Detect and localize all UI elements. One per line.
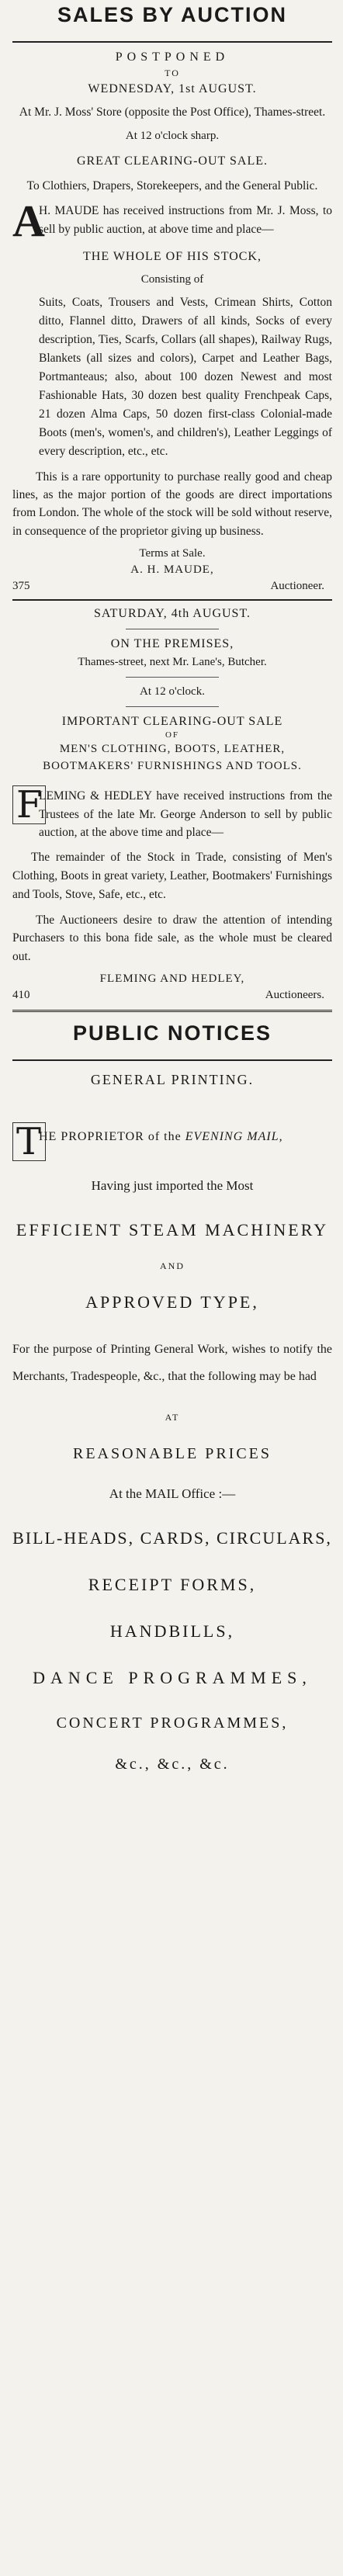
newspaper-name: EVENING MAIL, bbox=[185, 1129, 283, 1143]
intro-text: H. MAUDE has received instructions from Mr. J. Moss, to sell by public auction, at above time and place— bbox=[39, 204, 332, 236]
attention-text: The Auctioneers desire to draw the attention of intending Purchasers to this bona fide sale, as the whole must be cleared out. bbox=[12, 914, 332, 963]
fleming-intro bbox=[12, 783, 332, 841]
signature-row bbox=[12, 580, 332, 593]
and-line: AND bbox=[160, 1260, 185, 1271]
date-line: SATURDAY, 4th AUGUST. bbox=[93, 606, 251, 620]
remainder-text: The remainder of the Stock in Trade, consisting of Men's Clothing, Boots in great variety, Leather, Bootmakers' Furnishings and Tools, Stove, Safe, etc., etc. bbox=[12, 851, 332, 902]
print-item: BILL-HEADS, CARDS, CIRCULARS, bbox=[12, 1528, 332, 1548]
type-line: APPROVED TYPE, bbox=[85, 1291, 259, 1312]
auctioneer-role: Auctioneers. bbox=[265, 988, 324, 1001]
prices-line: REASONABLE PRICES bbox=[72, 1445, 272, 1463]
drop-cap: F bbox=[12, 785, 46, 824]
location-line: Thames-street, next Mr. Lane's, Butcher. bbox=[78, 655, 267, 668]
audience-line: To Clothiers, Drapers, Storekeepers, and the General Public. bbox=[26, 179, 318, 193]
divider bbox=[126, 677, 219, 678]
date-line: WEDNESDAY, 1st AUGUST. bbox=[88, 82, 257, 95]
terms-line: Terms at Sale. bbox=[139, 546, 206, 560]
ad-reference-number: 410 bbox=[12, 988, 30, 1001]
signature-row bbox=[12, 989, 332, 1002]
ad-reference-number: 375 bbox=[12, 579, 30, 592]
print-item: CONCERT PROGRAMMES, bbox=[56, 1714, 289, 1732]
print-item: RECEIPT FORMS, bbox=[88, 1575, 257, 1595]
imported-line: Having just imported the Most bbox=[91, 1177, 254, 1193]
sale-title: GREAT CLEARING-OUT SALE. bbox=[76, 154, 269, 168]
consisting-line: Consisting of bbox=[140, 272, 204, 286]
notice-general-printing bbox=[12, 1072, 332, 1773]
intro-text: HE PROPRIETOR of the bbox=[39, 1129, 182, 1143]
office-line: At the MAIL Office :— bbox=[109, 1486, 236, 1502]
postponed-line: POSTPONED bbox=[115, 50, 230, 64]
stock-list: Suits, Coats, Trousers and Vests, Crimean Shirts, Cotton ditto, Flannel ditto, Drawers of all kinds, Socks of every description, Ties, Scarfs, Collars (all shapes), Railway Rugs, Blankets (all sizes and colors), Carpet and Leather Bags, Portmanteaus; also, about 100 dozen Newest and most Fashionable Hats, 30 dozen best quality Frenchpeak Caps, 21 dozen Alma Caps, 50 dozen first-class Colonial-made Boots (men's, women's, and children's), Leather Leggings of every description, etc., etc. bbox=[39, 295, 332, 458]
auction-maude bbox=[12, 50, 332, 593]
auction-fleming bbox=[12, 607, 332, 1002]
drop-cap: T bbox=[12, 1122, 46, 1161]
of-line: OF bbox=[165, 730, 180, 740]
auctioneer-role: Auctioneer. bbox=[270, 579, 324, 592]
premises-line: ON THE PREMISES, bbox=[110, 636, 234, 650]
divider bbox=[12, 1059, 332, 1061]
goods-title: MEN'S CLOTHING, BOOTS, LEATHER, BOOTMAKERS' FURNISHINGS AND TOOLS. bbox=[43, 742, 302, 772]
time-line: At 12 o'clock. bbox=[140, 685, 205, 698]
print-item: DANCE PROGRAMMES, bbox=[33, 1668, 312, 1688]
printing-intro bbox=[12, 1119, 332, 1163]
maude-intro bbox=[12, 196, 332, 247]
drop-cap: A bbox=[12, 196, 45, 247]
intro-text: LEMING & HEDLEY have received instructions from the Trustees of the late Mr. George Anderson to sell by public auction, at the above time and place— bbox=[39, 789, 332, 839]
print-item: &c., &c., &c. bbox=[115, 1756, 230, 1773]
machinery-line: EFFICIENT STEAM MACHINERY bbox=[16, 1219, 329, 1239]
to-line: TO bbox=[165, 68, 180, 78]
location-line: At Mr. J. Moss' Store (opposite the Post Office), Thames-street. bbox=[19, 106, 326, 119]
auctioneer-name: A. H. MAUDE, bbox=[130, 563, 214, 576]
notice-title: GENERAL PRINTING. bbox=[90, 1071, 255, 1087]
auctioneer-name: FLEMING AND HEDLEY, bbox=[99, 972, 245, 985]
print-item: HANDBILLS, bbox=[109, 1621, 235, 1642]
divider bbox=[12, 599, 332, 601]
divider bbox=[12, 1010, 332, 1012]
section-header-sales: SALES BY AUCTION bbox=[57, 3, 288, 26]
stock-title: THE WHOLE OF HIS STOCK, bbox=[83, 250, 262, 264]
at-line: AT bbox=[165, 1412, 180, 1423]
divider bbox=[12, 41, 332, 43]
section-header-notices: PUBLIC NOTICES bbox=[72, 1021, 272, 1045]
sale-title: IMPORTANT CLEARING-OUT SALE bbox=[61, 714, 283, 728]
divider bbox=[126, 706, 219, 707]
time-line: At 12 o'clock sharp. bbox=[125, 130, 220, 143]
purpose-text: For the purpose of Printing General Work, wishes to notify the Merchants, Tradespeople, &c., that the following may be had bbox=[12, 1342, 332, 1383]
opportunity-text: This is a rare opportunity to purchase really good and cheap lines, as the major portion of the goods are direct importations from London. The whole of the stock will be sold without reserve, in consequence of the proprietor giving up business. bbox=[12, 470, 332, 538]
